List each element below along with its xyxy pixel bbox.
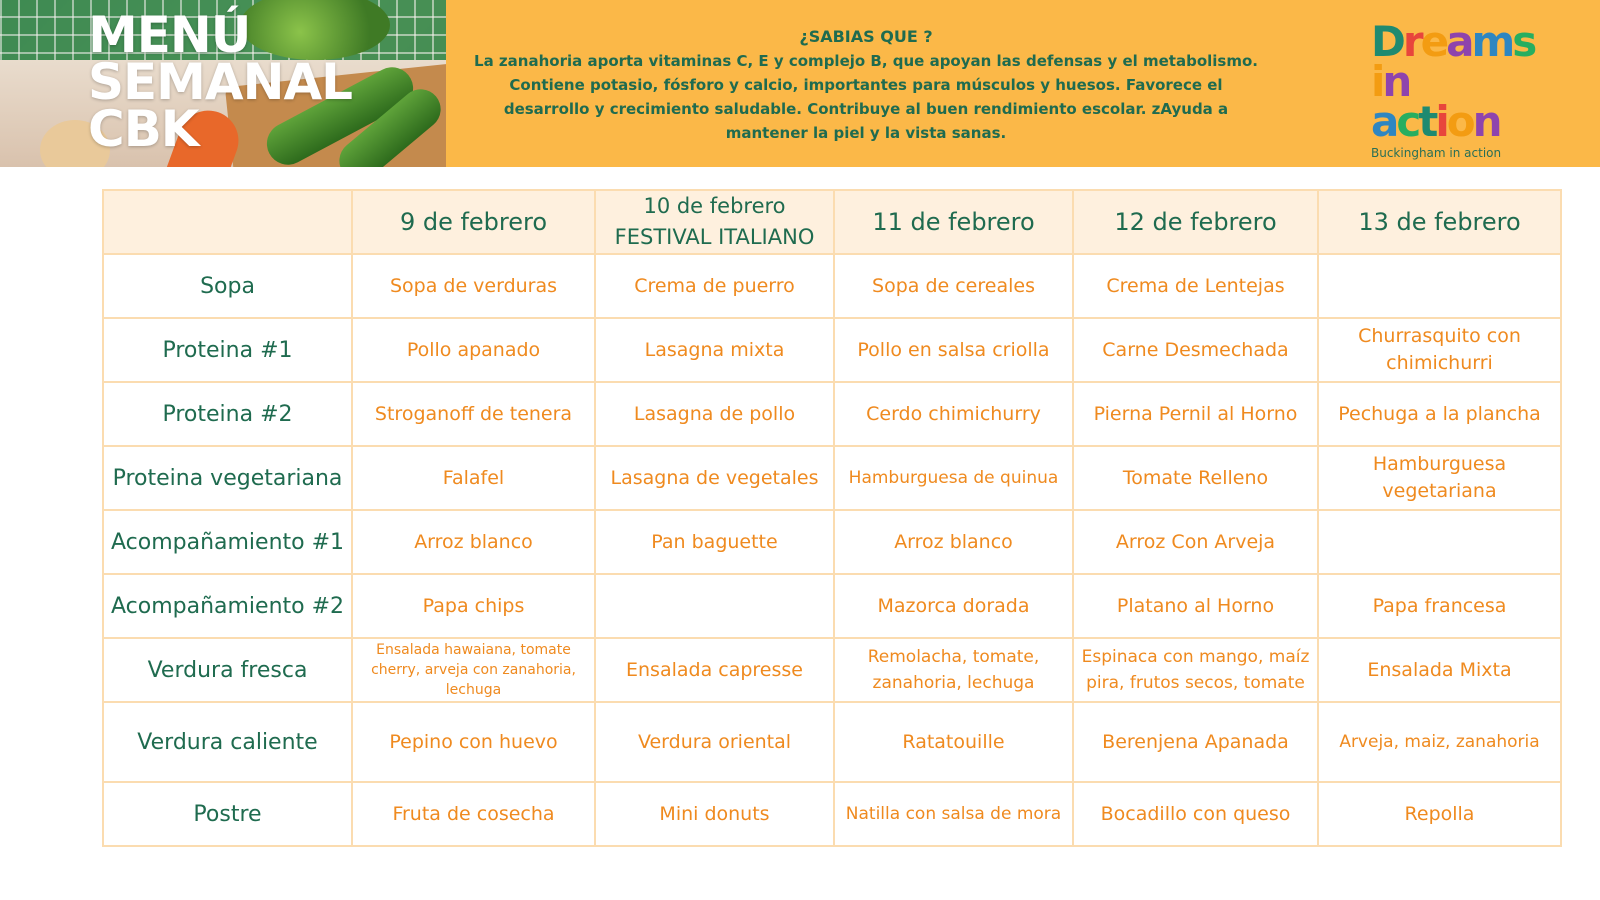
menu-cell: Arveja, maiz, zanahoria xyxy=(1318,702,1561,782)
menu-cell: Papa chips xyxy=(352,574,595,638)
menu-cell: Espinaca con mango, maíz pira, frutos secos, tomate xyxy=(1073,638,1318,702)
row-label: Acompañamiento #2 xyxy=(103,574,352,638)
menu-cell xyxy=(595,574,834,638)
menu-row-proteina-2 xyxy=(103,382,1561,446)
menu-cell: Arroz blanco xyxy=(834,510,1073,574)
day-header xyxy=(1318,190,1561,254)
day-header xyxy=(834,190,1073,254)
menu-cell xyxy=(1318,254,1561,318)
day-header xyxy=(352,190,595,254)
logo-letter: e xyxy=(1420,17,1447,66)
day-header xyxy=(595,190,834,254)
menu-cell: Stroganoff de tenera xyxy=(352,382,595,446)
logo-letter: a xyxy=(1446,17,1472,66)
logo-word-in xyxy=(1371,57,1561,106)
menu-row-postre xyxy=(103,782,1561,846)
logo-subtitle: Buckingham in action xyxy=(1371,146,1502,160)
menu-cell: Fruta de cosecha xyxy=(352,782,595,846)
menu-row-proteina-vegetariana xyxy=(103,446,1561,510)
logo-letter: r xyxy=(1402,17,1421,66)
fun-fact-text: La zanahoria aporta vitaminas C, E y complejo B, que apoyan las defensas y el metabolismo. Contiene potasio, fósforo y calcio, importantes para músculos y huesos. Favorece el desarrollo y crecimiento saludable. Contribuye al buen rendimiento escolar. zAyuda a mantener la piel y la vista sanas. xyxy=(474,52,1258,142)
menu-cell: Churrasquito con chimichurri xyxy=(1318,318,1561,382)
corner-cell xyxy=(103,190,352,254)
row-label: Proteina #2 xyxy=(103,382,352,446)
logo-letter: n xyxy=(1382,57,1410,106)
logo-letter: a xyxy=(1371,97,1397,146)
day-header xyxy=(1073,190,1318,254)
row-label: Sopa xyxy=(103,254,352,318)
logo-letter: m xyxy=(1471,17,1513,66)
menu-cell: Ensalada capresse xyxy=(595,638,834,702)
day-date: 10 de febrero xyxy=(643,194,786,218)
menu-cell: Pierna Pernil al Horno xyxy=(1073,382,1318,446)
menu-cell xyxy=(1318,510,1561,574)
logo-letter: D xyxy=(1371,17,1403,66)
logo-letter: n xyxy=(1472,97,1500,146)
title-line: SEMANAL xyxy=(88,53,353,111)
row-label: Proteina vegetariana xyxy=(103,446,352,510)
row-label: Postre xyxy=(103,782,352,846)
menu-cell: Lasagna de vegetales xyxy=(595,446,834,510)
menu-cell: Arroz Con Arveja xyxy=(1073,510,1318,574)
header-photo xyxy=(0,0,446,167)
menu-cell: Pollo apanado xyxy=(352,318,595,382)
menu-row-sopa xyxy=(103,254,1561,318)
fun-fact-title: ¿SABIAS QUE ? xyxy=(799,27,933,46)
page-title xyxy=(88,6,353,158)
menu-row-verdura-fresca xyxy=(103,638,1561,702)
day-date: 11 de febrero xyxy=(872,207,1035,236)
menu-cell: Natilla con salsa de mora xyxy=(834,782,1073,846)
day-date: 13 de febrero xyxy=(1358,207,1521,236)
logo-letter: c xyxy=(1396,97,1419,146)
row-label: Acompañamiento #1 xyxy=(103,510,352,574)
menu-cell: Ratatouille xyxy=(834,702,1073,782)
title-line: MENÚ xyxy=(88,6,251,64)
menu-cell: Pechuga a la plancha xyxy=(1318,382,1561,446)
menu-cell: Lasagna mixta xyxy=(595,318,834,382)
menu-cell: Crema de puerro xyxy=(595,254,834,318)
menu-cell: Platano al Horno xyxy=(1073,574,1318,638)
fun-fact xyxy=(466,25,1266,145)
menu-cell: Carne Desmechada xyxy=(1073,318,1318,382)
menu-row-acompanamiento-1 xyxy=(103,510,1561,574)
menu-cell: Ensalada Mixta xyxy=(1318,638,1561,702)
menu-cell: Pollo en salsa criolla xyxy=(834,318,1073,382)
menu-cell: Hamburguesa de quinua xyxy=(834,446,1073,510)
menu-row-acompanamiento-2 xyxy=(103,574,1561,638)
menu-row-proteina-1 xyxy=(103,318,1561,382)
logo-letter: t xyxy=(1418,97,1436,146)
logo-word-action xyxy=(1371,97,1561,146)
title-line: CBK xyxy=(88,100,199,158)
weekly-menu-table xyxy=(102,189,1562,847)
menu-cell: Hamburguesa vegetariana xyxy=(1318,446,1561,510)
logo-letter: o xyxy=(1446,97,1473,146)
menu-cell: Cerdo chimichurry xyxy=(834,382,1073,446)
menu-cell: Pan baguette xyxy=(595,510,834,574)
menu-cell: Remolacha, tomate, zanahoria, lechuga xyxy=(834,638,1073,702)
day-date: 12 de febrero xyxy=(1114,207,1277,236)
logo-letter: i xyxy=(1435,97,1447,146)
menu-cell: Falafel xyxy=(352,446,595,510)
menu-cell: Bocadillo con queso xyxy=(1073,782,1318,846)
menu-cell: Arroz blanco xyxy=(352,510,595,574)
menu-cell: Pepino con huevo xyxy=(352,702,595,782)
menu-cell: Repolla xyxy=(1318,782,1561,846)
day-theme: FESTIVAL ITALIANO xyxy=(614,225,815,249)
header-row xyxy=(103,190,1561,254)
info-banner xyxy=(446,0,1600,167)
day-date: 9 de febrero xyxy=(399,207,548,236)
dreams-in-action-logo xyxy=(1371,17,1561,160)
row-label: Proteina #1 xyxy=(103,318,352,382)
logo-letter: s xyxy=(1512,17,1535,66)
row-label: Verdura fresca xyxy=(103,638,352,702)
menu-cell: Mini donuts xyxy=(595,782,834,846)
menu-cell: Berenjena Apanada xyxy=(1073,702,1318,782)
menu-cell: Tomate Relleno xyxy=(1073,446,1318,510)
menu-cell: Sopa de cereales xyxy=(834,254,1073,318)
logo-letter: i xyxy=(1371,57,1383,106)
menu-cell: Crema de Lentejas xyxy=(1073,254,1318,318)
row-label: Verdura caliente xyxy=(103,702,352,782)
menu-cell: Lasagna de pollo xyxy=(595,382,834,446)
menu-cell: Ensalada hawaiana, tomate cherry, arveja con zanahoria, lechuga xyxy=(352,638,595,702)
menu-cell: Papa francesa xyxy=(1318,574,1561,638)
logo-word-dreams xyxy=(1371,17,1561,66)
menu-cell: Verdura oriental xyxy=(595,702,834,782)
menu-cell: Sopa de verduras xyxy=(352,254,595,318)
menu-row-verdura-caliente xyxy=(103,702,1561,782)
menu-cell: Mazorca dorada xyxy=(834,574,1073,638)
